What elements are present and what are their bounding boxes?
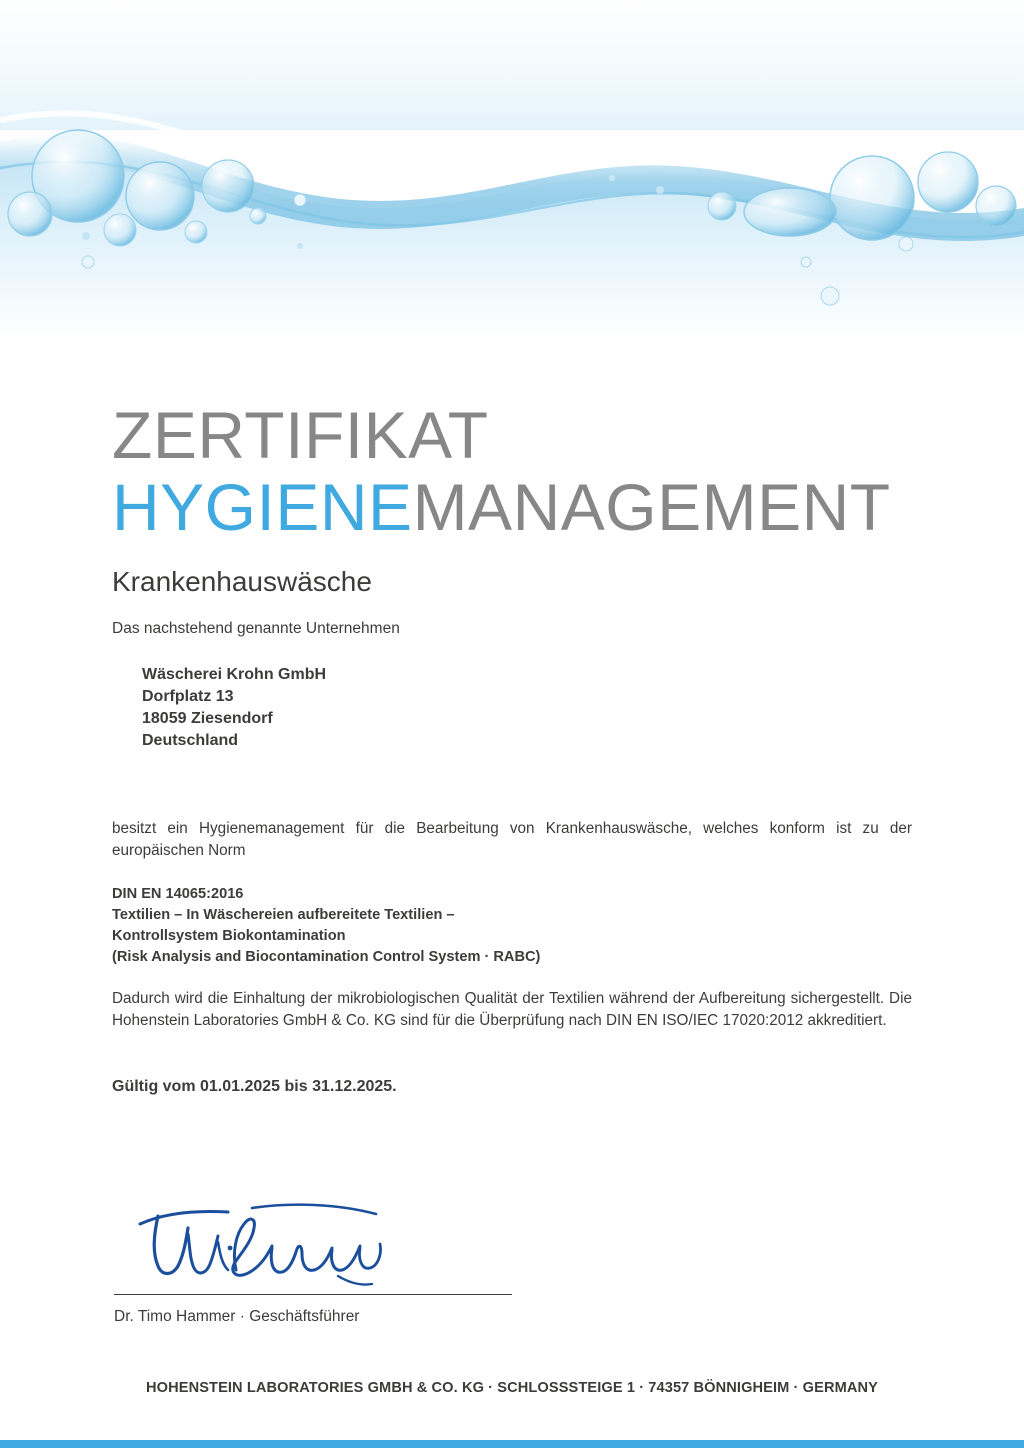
handwritten-signature — [132, 1190, 392, 1300]
water-surface-illustration — [0, 0, 1024, 340]
company-street: Dorfplatz 13 — [142, 688, 234, 705]
certificate-subject: Krankenhauswäsche — [112, 566, 372, 597]
title-grey-word: MANAGEMENT — [412, 470, 891, 544]
company-address-block — [0, 664, 1024, 752]
company-name: Wäscherei Krohn GmbH — [142, 666, 327, 683]
company-country: Deutschland — [142, 732, 239, 749]
title-accent-word: HYGIENE — [112, 470, 413, 544]
quality-text: Dadurch wird die Einhaltung der mikrobiologischen Qualität der Textilien während der Aufbereitung sichergestellt. Die Hohenstein Laboratories GmbH & Co. KG sind für die Überprüfung nach DIN EN ISO/IEC 17020:2012 akkreditiert. — [112, 990, 912, 1029]
water-header-graphic — [0, 0, 1024, 340]
certificate-title — [0, 400, 1024, 544]
signature-caption: Dr. Timo Hammer · Geschäftsführer — [114, 1308, 360, 1325]
footer-address: HOHENSTEIN LABORATORIES GMBH & CO. KG · SCHLOSSSTEIGE 1 · 74357 BÖNNIGHEIM · GERMANY — [146, 1380, 878, 1396]
intro-text: Das nachstehend genannte Unternehmen — [112, 620, 400, 637]
title-line-2 — [112, 470, 912, 544]
norm-line-2: Textilien – In Wäschereien aufbereitete Textilien – — [112, 907, 455, 923]
company-city: 18059 Ziesendorf — [142, 710, 273, 727]
signature-rule — [114, 1294, 512, 1295]
certificate-body — [0, 400, 1024, 1096]
norm-line-3: Kontrollsystem Biokontamination — [112, 928, 346, 944]
norm-line-4: (Risk Analysis and Biocontamination Control System · RABC) — [112, 949, 541, 965]
footer-accent-bar — [0, 1440, 1024, 1448]
conformity-text: besitzt ein Hygienemanagement für die Bearbeitung von Krankenhauswäsche, welches konform ist zu der europäischen Norm — [112, 820, 912, 859]
norm-line-1: DIN EN 14065:2016 — [112, 886, 244, 902]
title-line-1: ZERTIFIKAT — [112, 398, 489, 472]
validity-text: Gültig vom 01.01.2025 bis 31.12.2025. — [112, 1078, 397, 1095]
norm-block — [0, 884, 1024, 968]
footer — [0, 1380, 1024, 1396]
